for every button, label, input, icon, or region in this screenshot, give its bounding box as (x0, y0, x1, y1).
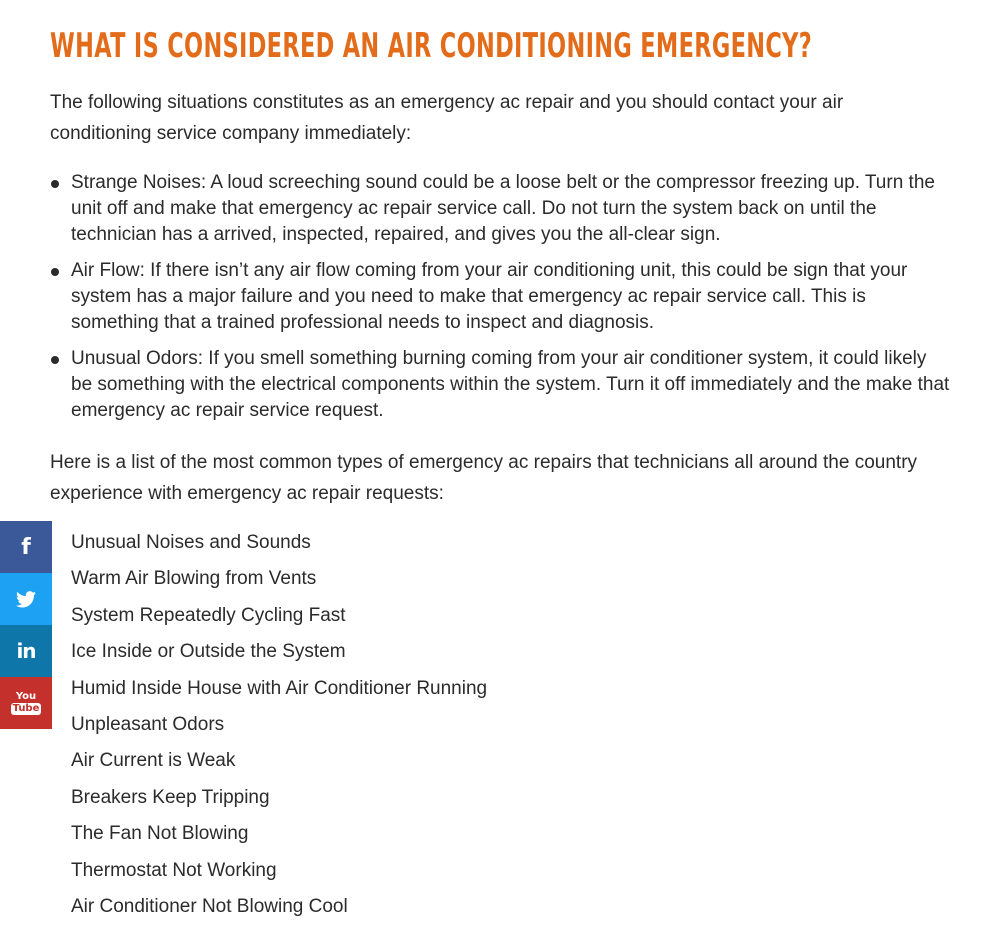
social-share-bar (0, 521, 52, 729)
intro-paragraph: The following situations constitutes as an emergency ac repair and you should contact your air conditioning service company immediately: (50, 92, 844, 144)
item-text: Unpleasant Odors (71, 713, 225, 735)
youtube-button[interactable] (0, 677, 52, 729)
linkedin-share-button[interactable] (0, 625, 52, 677)
list-item (50, 258, 950, 336)
item-text: System Repeatedly Cycling Fast (71, 604, 346, 626)
youtube-icon (11, 692, 42, 715)
facebook-share-button[interactable] (0, 521, 52, 573)
bullet-icon (51, 180, 59, 188)
bullet-icon (51, 268, 59, 276)
item-text: Ice Inside or Outside the System (71, 641, 346, 663)
item-text: Unusual Noises and Sounds (71, 532, 311, 553)
youtube-icon-top: You (15, 690, 37, 702)
facebook-icon: f (21, 534, 31, 560)
situation-text: Unusual Odors: If you smell something burning coming from your air conditioner system, it could likely be something with the electrical components within the system. Turn it off immediately and the make that emergency ac repair service request. (71, 348, 950, 421)
twitter-share-button[interactable] (0, 573, 52, 625)
linkedin-icon: in (16, 639, 36, 663)
list-item (50, 346, 950, 424)
item-text: Air Current is Weak (71, 750, 236, 772)
situation-text: Strange Noises: A loud screeching sound could be a loose belt or the compressor freezing up. Turn the unit off and make that emergency ac repair service call. Do not turn the system back on until the technician has a arrived, inspected, repaired, and gives you the all-clear sign. (71, 172, 935, 245)
bullet-icon (51, 356, 59, 364)
item-text: Air Conditioner Not Blowing Cool (71, 895, 348, 917)
situations-list (50, 170, 950, 434)
twitter-icon (16, 591, 36, 608)
item-text: Warm Air Blowing from Vents (71, 568, 317, 590)
item-text: Thermostat Not Working (71, 859, 277, 881)
situation-text: Air Flow: If there isn’t any air flow coming from your air conditioning unit, this could be sign that your system has a major failure and you need to make that emergency ac repair service call. This is something that a trained professional needs to inspect and diagnosis. (71, 260, 908, 333)
item-text: The Fan Not Blowing (71, 823, 249, 845)
page-title: WHAT IS CONSIDERED AN AIR CONDITIONING EMERGENCY? (50, 26, 813, 66)
list-item (50, 170, 950, 248)
list-intro-paragraph: Here is a list of the most common types of emergency ac repairs that technicians all around the country experience with emergency ac repair requests: (50, 452, 918, 504)
item-text: Humid Inside House with Air Conditioner Running (71, 677, 488, 699)
item-text: Breakers Keep Tripping (71, 786, 270, 808)
youtube-icon-bottom: Tube (12, 702, 40, 714)
